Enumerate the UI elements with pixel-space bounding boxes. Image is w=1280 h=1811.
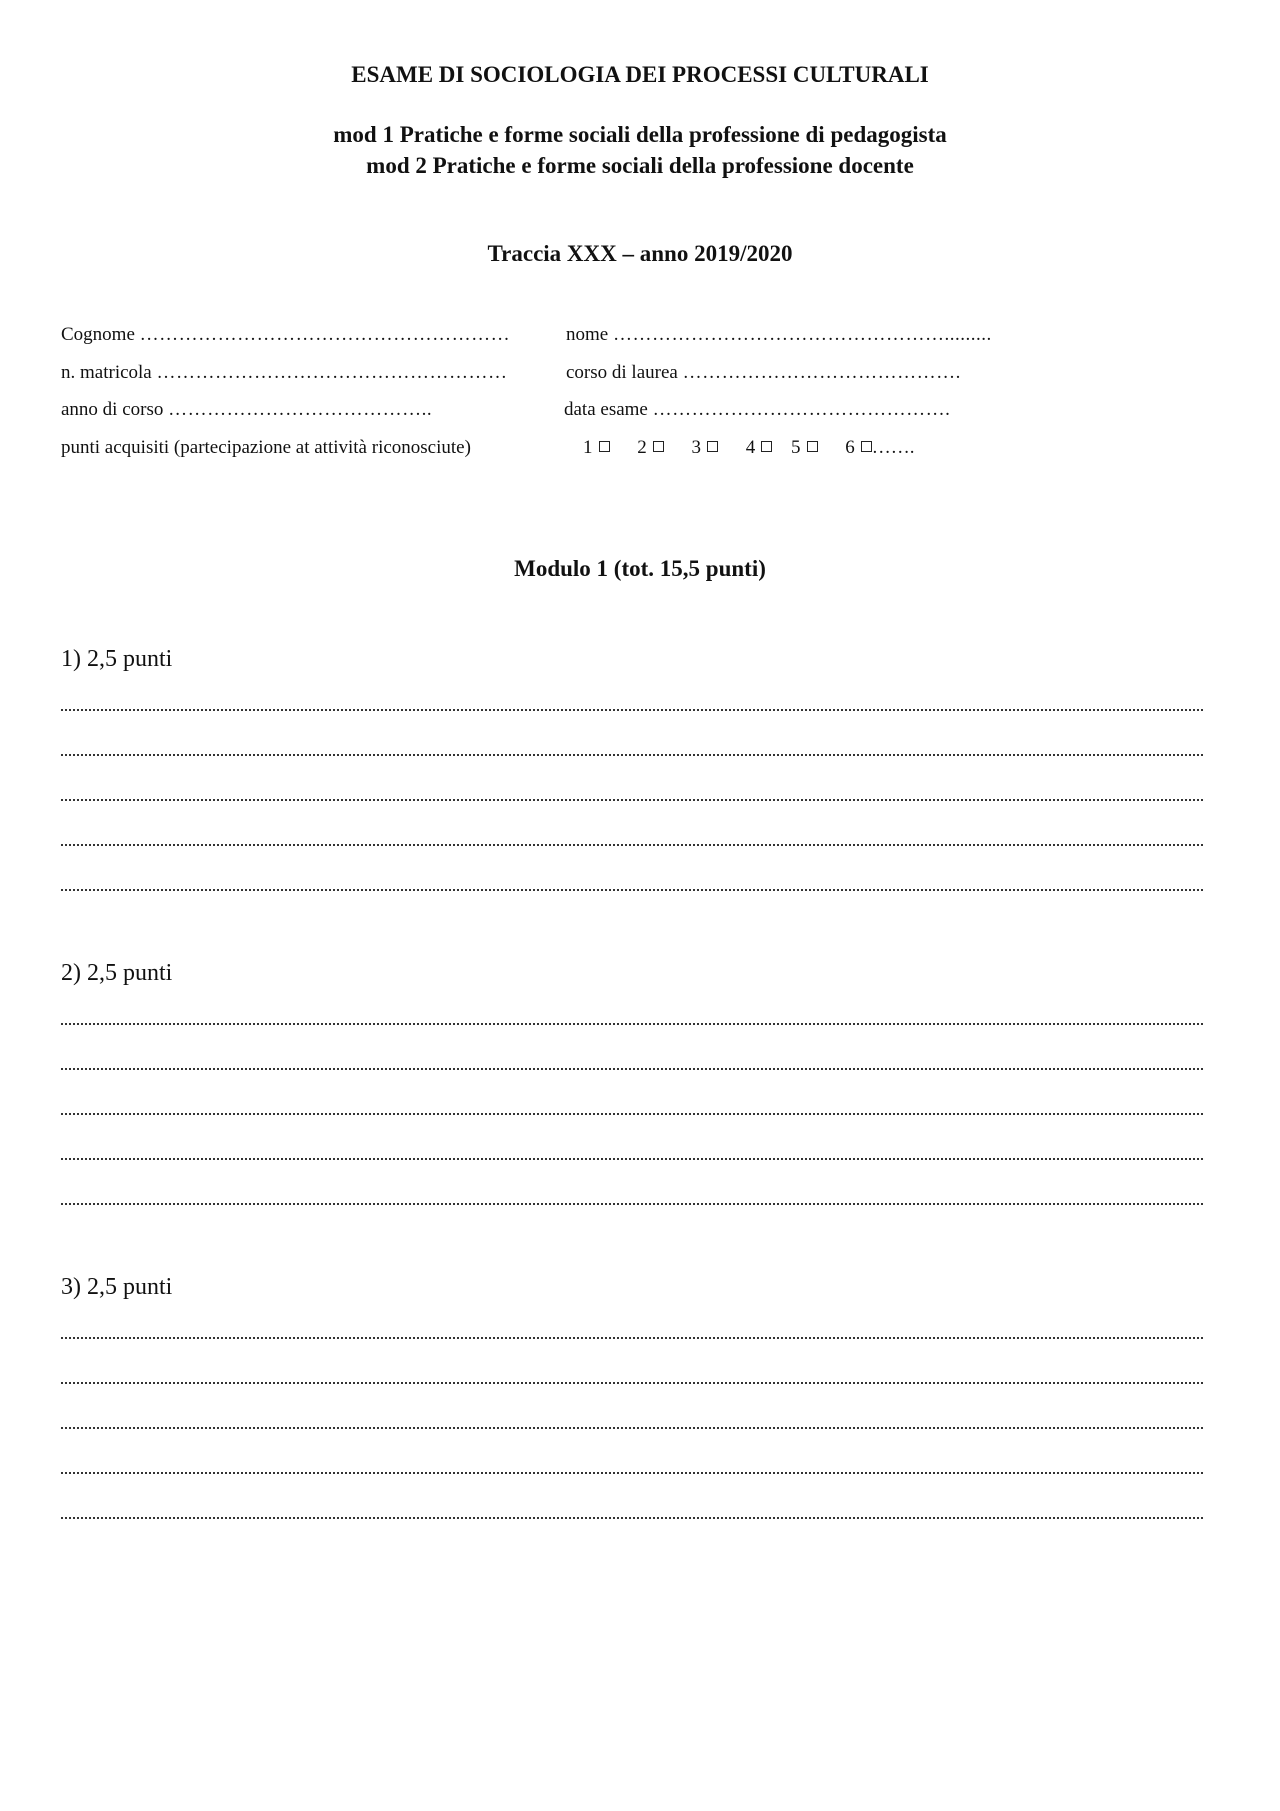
answer-line[interactable] (61, 1382, 1203, 1384)
question-2-label: 2) 2,5 punti (61, 960, 173, 986)
choice-number: 1 (583, 437, 593, 458)
cognome-label: Cognome (61, 324, 135, 345)
cognome-field[interactable] (61, 324, 510, 346)
choice-number: 5 (791, 437, 801, 458)
answer-line[interactable] (61, 1472, 1203, 1474)
answer-line[interactable] (61, 1427, 1203, 1429)
choice-4[interactable] (746, 437, 773, 459)
question-3-label: 3) 2,5 punti (61, 1274, 173, 1300)
question-1-label: 1) 2,5 punti (61, 646, 173, 672)
punti-choices (583, 437, 915, 459)
square-checkbox-icon[interactable] (807, 441, 818, 452)
punti-acquisiti-label: punti acquisiti (partecipazione at attività riconosciute) (61, 437, 471, 458)
choice-number: 6 (845, 437, 855, 458)
corso-laurea-field[interactable] (566, 362, 961, 384)
anno-corso-dots: ………………………………….. (168, 399, 433, 420)
answer-line[interactable] (61, 1113, 1203, 1115)
answer-line[interactable] (61, 709, 1203, 711)
data-esame-dots: ………………………………………. (652, 399, 951, 420)
answer-line[interactable] (61, 1517, 1203, 1519)
corso-laurea-dots: ……………………………………. (682, 362, 961, 383)
choice-1[interactable] (583, 437, 610, 459)
nome-dots: ……………………………………………......... (612, 324, 992, 345)
answer-line[interactable] (61, 1337, 1203, 1339)
anno-corso-field[interactable] (61, 399, 432, 421)
data-esame-label: data esame (564, 399, 648, 420)
choice-number: 2 (637, 437, 647, 458)
traccia-heading: Traccia XXX – anno 2019/2020 (487, 241, 793, 266)
square-checkbox-icon[interactable] (707, 441, 718, 452)
answer-line[interactable] (61, 1203, 1203, 1205)
choice-6[interactable] (845, 437, 914, 459)
choice-5[interactable] (791, 437, 818, 459)
modulo-heading: Modulo 1 (tot. 15,5 punti) (514, 556, 766, 581)
answer-line[interactable] (61, 1158, 1203, 1160)
square-checkbox-icon[interactable] (761, 441, 772, 452)
anno-corso-label: anno di corso (61, 399, 164, 420)
matricola-field[interactable] (61, 362, 508, 384)
answer-line[interactable] (61, 799, 1203, 801)
module-2-subtitle: mod 2 Pratiche e forme sociali della professione docente (366, 153, 914, 178)
answer-line[interactable] (61, 844, 1203, 846)
corso-laurea-label: corso di laurea (566, 362, 678, 383)
exam-title: ESAME DI SOCIOLOGIA DEI PROCESSI CULTURALI (351, 62, 929, 87)
nome-label: nome (566, 324, 609, 345)
cognome-dots: ………………………………………………… (139, 324, 511, 345)
answer-line[interactable] (61, 1023, 1203, 1025)
data-esame-field[interactable] (564, 399, 950, 421)
choice-3[interactable] (692, 437, 719, 459)
square-checkbox-icon[interactable] (861, 441, 872, 452)
matricola-dots: ……………………………………………… (156, 362, 508, 383)
square-checkbox-icon[interactable] (599, 441, 610, 452)
square-checkbox-icon[interactable] (653, 441, 664, 452)
choices-tail: ……. (871, 437, 915, 458)
matricola-label: n. matricola (61, 362, 152, 383)
answer-line[interactable] (61, 1068, 1203, 1070)
module-1-subtitle: mod 1 Pratiche e forme sociali della professione di pedagogista (333, 122, 947, 147)
choice-2[interactable] (637, 437, 664, 459)
choice-number: 4 (745, 437, 756, 458)
answer-line[interactable] (61, 889, 1203, 891)
choice-number: 3 (691, 437, 701, 458)
nome-field[interactable] (566, 324, 992, 346)
answer-line[interactable] (61, 754, 1203, 756)
